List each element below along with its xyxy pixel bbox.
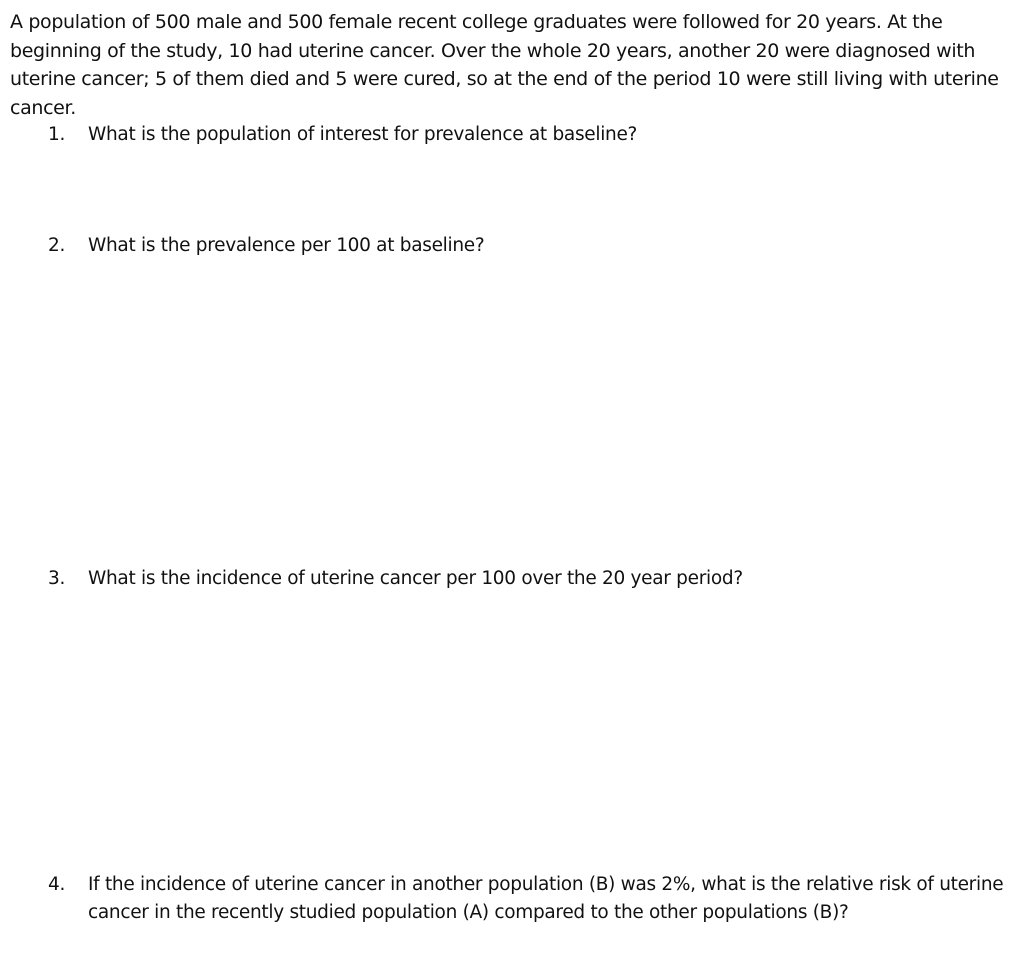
- question-text: What is the incidence of uterine cancer per 100 over the 20 year period?: [88, 568, 743, 589]
- question-3: [48, 565, 1008, 593]
- question-1: [48, 121, 1008, 149]
- question-text: What is the prevalence per 100 at baseline?: [88, 235, 485, 256]
- question-text: What is the population of interest for prevalence at baseline?: [88, 124, 638, 145]
- question-number: 3.: [48, 568, 66, 589]
- problem-statement: A population of 500 male and 500 female recent college graduates were followed for 20 years. At the beginning of the study, 10 had uterine cancer. Over the whole 20 years, another 20 were diagnosed with uterine cancer; 5 of them died and 5 were cured, so at the end of the period 10 were still living with uterine cancer.: [10, 11, 999, 119]
- question-number: 1.: [48, 124, 66, 145]
- question-4: [48, 871, 1008, 927]
- question-text: If the incidence of uterine cancer in another population (B) was 2%, what is the relative risk of uterine cancer in the recently studied population (A) compared to the other populations (B)?: [88, 874, 1004, 923]
- question-number: 2.: [48, 235, 66, 256]
- question-number: 4.: [48, 874, 66, 895]
- question-2: [48, 232, 1008, 260]
